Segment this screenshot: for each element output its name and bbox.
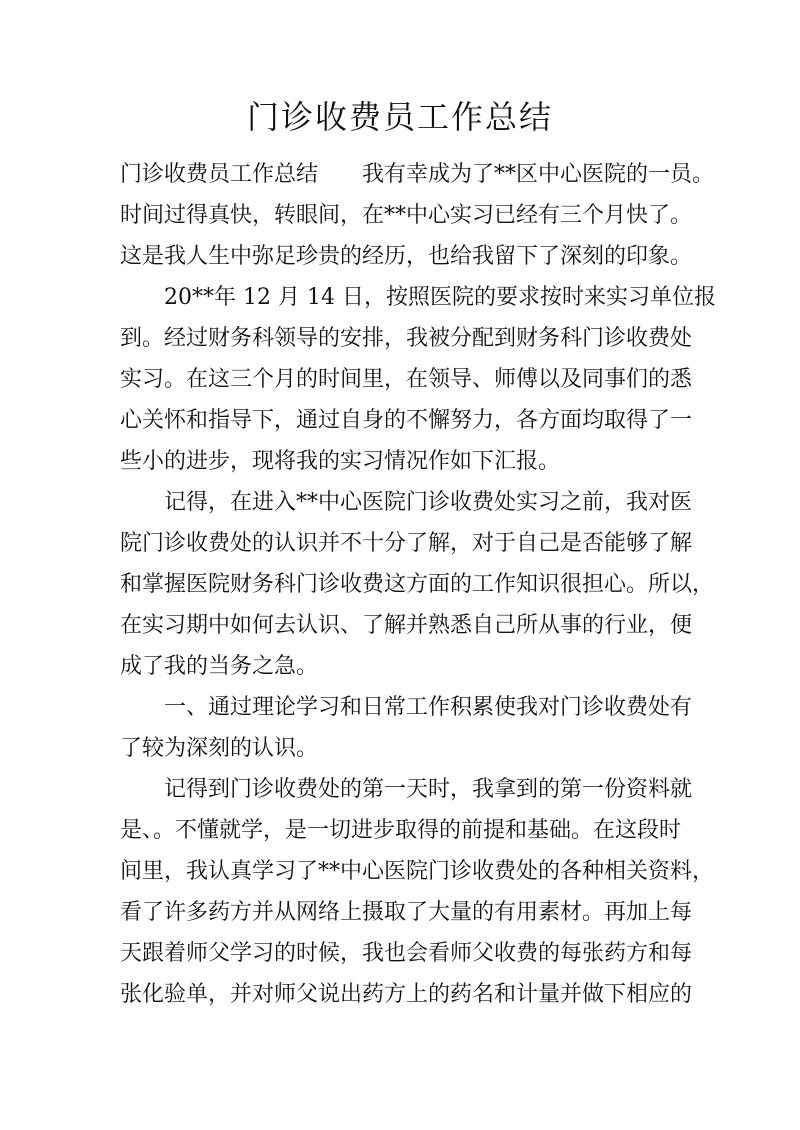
text-line: 这是我人生中弥足珍贵的经历，也给我留下了深刻的印象。 — [120, 244, 693, 269]
text-line: 门诊收费员工作总结 我有幸成为了**区中心医院的一员。 — [120, 162, 715, 187]
text-line: 记得到门诊收费处的第一天时，我拿到的第一份资料就 — [120, 777, 693, 802]
text-line: 了较为深刻的认识。 — [120, 736, 319, 761]
text-line: 在实习期中如何去认识、了解并熟悉自己所从事的行业，便 — [120, 613, 693, 638]
text-line: 到。经过财务科领导的安排，我被分配到财务科门诊收费处 — [120, 326, 693, 351]
text-line: 些小的进步，现将我的实习情况作如下汇报。 — [120, 449, 561, 474]
text-line: 天跟着师父学习的时候，我也会看师父收费的每张药方和每 — [120, 941, 693, 966]
text-line: 实习。在这三个月的时间里，在领导、师傅以及同事们的悉 — [120, 367, 693, 392]
text-line: 记得，在进入**中心医院门诊收费处实习之前，我对医 — [120, 490, 693, 515]
text-line: 成了我的当务之急。 — [120, 654, 319, 679]
text-line: 院门诊收费处的认识并不十分了解，对于自己是否能够了解 — [120, 531, 693, 556]
text-line: 张化验单，并对师父说出药方上的药名和计量并做下相应的 — [120, 982, 693, 1007]
document-title: 门诊收费员工作总结 — [246, 98, 553, 136]
text-line: 是、。不懂就学，是一切进步取得的前提和基础。在这段时 — [120, 818, 682, 843]
text-line: 一、通过理论学习和日常工作积累使我对门诊收费处有 — [120, 695, 693, 720]
text-line: 20**年 12 月 14 日，按照医院的要求按时来实习单位报 — [120, 285, 716, 310]
text-line: 和掌握医院财务科门诊收费这方面的工作知识很担心。所以， — [120, 572, 715, 597]
text-line: 时间过得真快，转眼间，在**中心实习已经有三个月快了。 — [120, 203, 693, 228]
document-body — [120, 154, 716, 1015]
text-line: 间里，我认真学习了**中心医院门诊收费处的各种相关资料， — [120, 859, 715, 884]
text-line: 心关怀和指导下，通过自身的不懈努力，各方面均取得了一 — [120, 408, 693, 433]
text-line: 看了许多药方并从网络上摄取了大量的有用素材。再加上每 — [120, 900, 693, 925]
